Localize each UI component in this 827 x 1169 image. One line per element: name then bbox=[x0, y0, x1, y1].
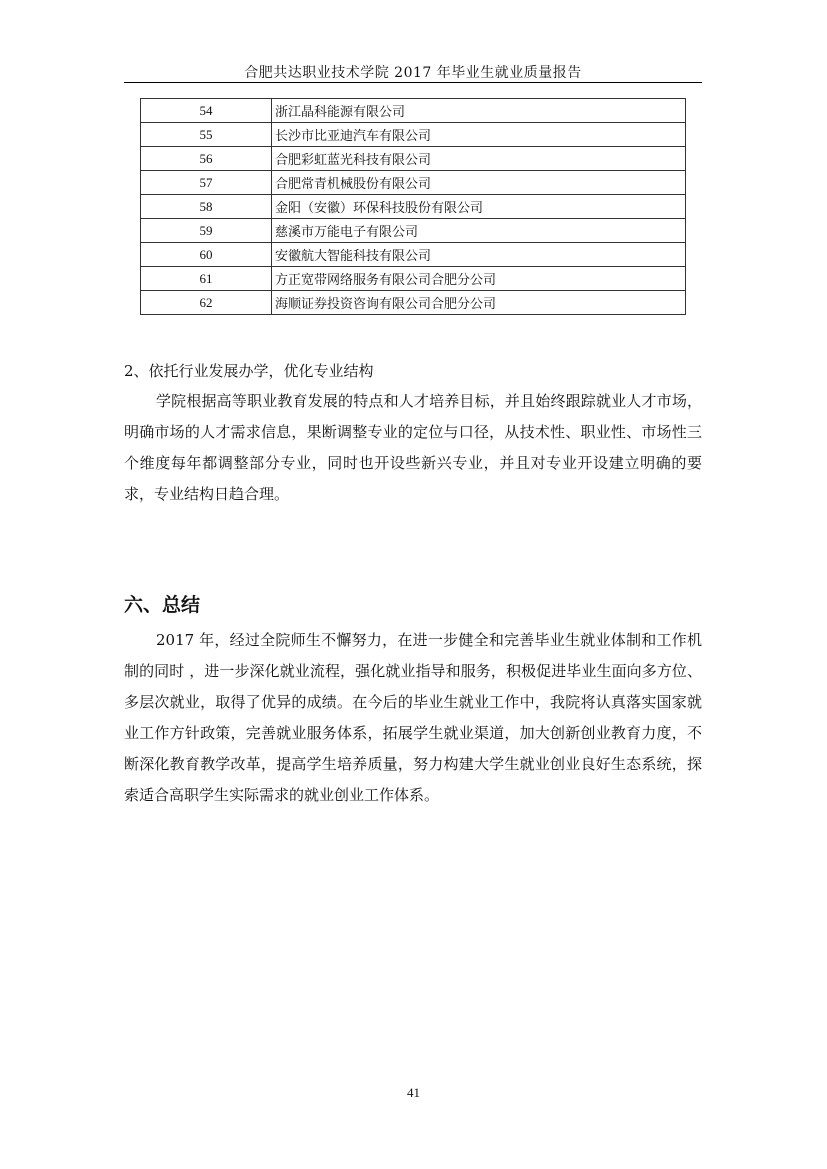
table-row bbox=[141, 171, 686, 195]
summary-paragraph: 2017 年，经过全院师生不懈努力，在进一步健全和完善毕业生就业体制和工作机制的同时 ，进一步深化就业流程，强化就业指导和服务，积极促进毕业生面向多方位、多层次就业，取得了优异的成绩。在今后的毕业生就业工作中，我院将认真落实国家就业工作方针政策，完善就业服务体系，拓展学生就业渠道，加大创新创业教育力度，不断深化教育教学改革，提高学生培养质量，努力构建大学生就业创业良好生态系统，探索适合高职学生实际需求的就业创业工作体系。 bbox=[124, 631, 702, 804]
company-name-cell: 浙江晶科能源有限公司 bbox=[272, 99, 686, 123]
row-number-cell: 56 bbox=[141, 147, 272, 171]
table-row bbox=[141, 123, 686, 147]
table-row bbox=[141, 147, 686, 171]
row-number-cell: 57 bbox=[141, 171, 272, 195]
company-name-cell: 安徽航大智能科技有限公司 bbox=[272, 243, 686, 267]
row-number-cell: 62 bbox=[141, 291, 272, 315]
company-name-cell: 海顺证券投资咨询有限公司合肥分公司 bbox=[272, 291, 686, 315]
row-number-cell: 60 bbox=[141, 243, 272, 267]
subsection-paragraph: 学院根据高等职业教育发展的特点和人才培养目标，并且始终跟踪就业人才市场，明确市场的人才需求信息，果断调整专业的定位与口径，从技术性、职业性、市场性三个维度每年都调整部分专业，同时也开设些新兴专业，并且对专业开设建立明确的要求，专业结构日趋合理。 bbox=[124, 392, 702, 503]
company-name-cell: 合肥常青机械股份有限公司 bbox=[272, 171, 686, 195]
company-name-cell: 慈溪市万能电子有限公司 bbox=[272, 219, 686, 243]
subsection-heading: 2、依托行业发展办学，优化专业结构 bbox=[124, 362, 374, 380]
row-number-cell: 54 bbox=[141, 99, 272, 123]
table-row bbox=[141, 267, 686, 291]
row-number-cell: 55 bbox=[141, 123, 272, 147]
row-number-cell: 58 bbox=[141, 195, 272, 219]
row-number-cell: 59 bbox=[141, 219, 272, 243]
row-number-cell: 61 bbox=[141, 267, 272, 291]
company-name-cell: 长沙市比亚迪汽车有限公司 bbox=[272, 123, 686, 147]
company-name-cell: 合肥彩虹蓝光科技有限公司 bbox=[272, 147, 686, 171]
table-row bbox=[141, 195, 686, 219]
table-row bbox=[141, 291, 686, 315]
company-table-body bbox=[141, 99, 686, 315]
page-number: 41 bbox=[407, 1085, 420, 1100]
table-row bbox=[141, 219, 686, 243]
section-heading: 六、总结 bbox=[124, 594, 201, 616]
company-table bbox=[140, 98, 686, 315]
table-row bbox=[141, 99, 686, 123]
page-header: 合肥共达职业技术学院 2017 年毕业生就业质量报告 bbox=[244, 65, 582, 81]
table-row bbox=[141, 243, 686, 267]
company-name-cell: 方正宽带网络服务有限公司合肥分公司 bbox=[272, 267, 686, 291]
header-divider bbox=[124, 82, 702, 83]
company-name-cell: 金阳（安徽）环保科技股份有限公司 bbox=[272, 195, 686, 219]
